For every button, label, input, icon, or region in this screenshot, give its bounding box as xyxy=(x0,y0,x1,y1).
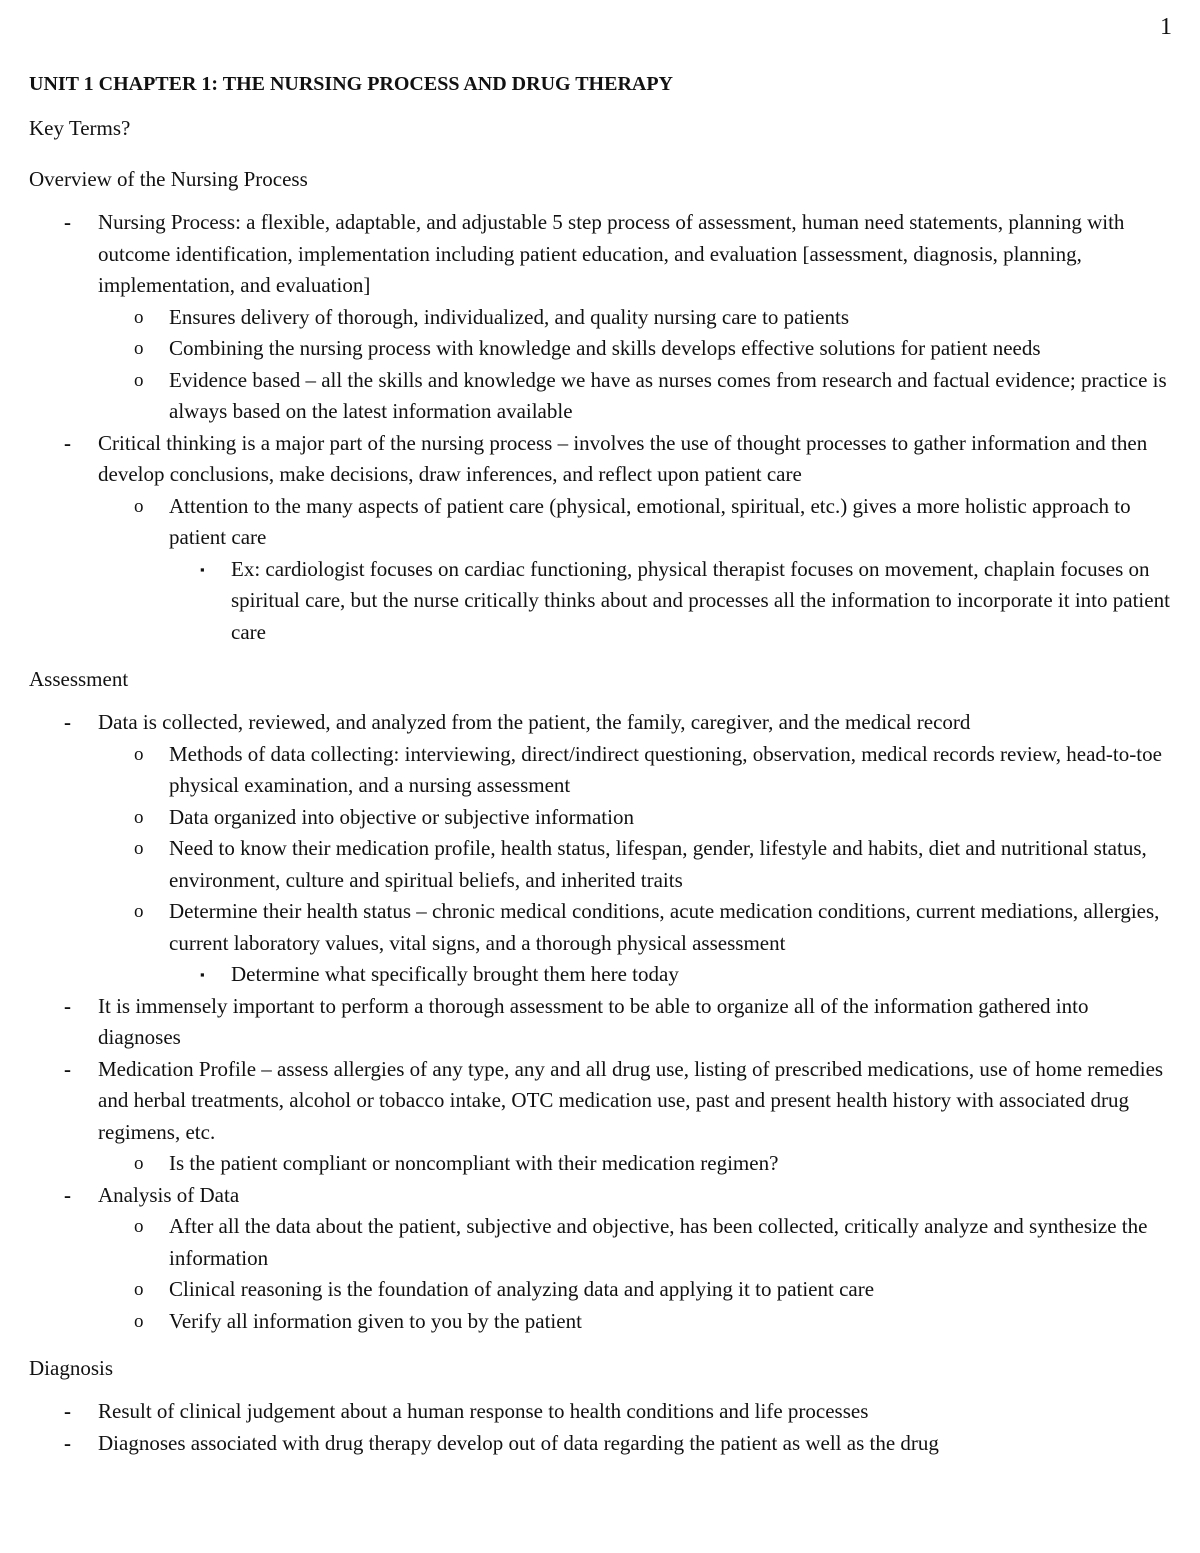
list-item xyxy=(98,1211,1174,1274)
bullet-list-level-2 xyxy=(98,302,1174,428)
list-item-text: Determine their health status – chronic medical conditions, acute medication conditions, current mediations, allergies, current laboratory values, vital signs, and a thorough physical assessment xyxy=(169,899,1160,955)
list-item-text: Need to know their medication profile, health status, lifespan, gender, lifestyle and habits, diet and nutritional status, environment, culture and spiritual beliefs, and inherited traits xyxy=(169,836,1147,892)
circle-bullet-icon: o xyxy=(134,338,144,359)
dash-bullet-icon: - xyxy=(64,430,71,455)
dash-bullet-icon: - xyxy=(64,210,71,234)
key-terms-heading: Key Terms? xyxy=(29,116,131,140)
list-item-text: Attention to the many aspects of patient care (physical, emotional, spiritual, etc.) gives a more holistic approach to patient care xyxy=(169,493,1131,549)
list-item xyxy=(29,1428,1174,1460)
bullet-list-level-3 xyxy=(169,554,1174,649)
dash-bullet-icon: - xyxy=(64,1399,71,1423)
list-item xyxy=(98,333,1174,365)
dash-bullet-icon: - xyxy=(64,1430,71,1455)
list-item xyxy=(98,739,1174,802)
list-item xyxy=(29,1054,1174,1180)
list-item-text: Methods of data collecting: interviewing, direct/indirect questioning, observation, medical records review, head-to-toe physical examination, and a nursing assessment xyxy=(169,741,1162,797)
list-item xyxy=(98,833,1174,896)
list-item xyxy=(29,428,1174,649)
section-heading: Assessment xyxy=(29,667,129,691)
bullet-list-level-2 xyxy=(98,491,1174,649)
document-body xyxy=(29,70,1174,1475)
square-bullet-icon: ▪ xyxy=(200,967,205,982)
dash-bullet-icon: - xyxy=(64,710,71,734)
list-item xyxy=(169,959,1174,991)
list-item-text: Result of clinical judgement about a human response to health conditions and life processes xyxy=(98,1399,869,1423)
list-item-text: Critical thinking is a major part of the nursing process – involves the use of thought processes to gather information and then develop conclusions, make decisions, draw inferences, and reflect upon patient care xyxy=(98,430,1148,486)
bullet-list-level-1 xyxy=(29,707,1174,1337)
list-item xyxy=(29,1396,1174,1428)
list-item-text: Clinical reasoning is the foundation of analyzing data and applying it to patient care xyxy=(169,1277,875,1301)
bullet-list-level-1 xyxy=(29,207,1174,648)
section-heading: Overview of the Nursing Process xyxy=(29,167,308,191)
dash-bullet-icon: - xyxy=(64,1056,71,1081)
list-item-text: Diagnoses associated with drug therapy develop out of data regarding the patient as well as the drug xyxy=(98,1430,939,1455)
list-item-text: Nursing Process: a flexible, adaptable, and adjustable 5 step process of assessment, human need statements, planning with outcome identification, implementation including patient education, and evaluation [assessment, diagnosis, planning, implementation, and evaluation] xyxy=(98,210,1125,297)
circle-bullet-icon: o xyxy=(134,369,144,391)
bullet-list-level-2 xyxy=(98,739,1174,991)
circle-bullet-icon: o xyxy=(134,306,144,328)
list-item xyxy=(29,207,1174,428)
list-item xyxy=(98,802,1174,834)
bullet-list-level-1 xyxy=(29,1396,1174,1459)
list-item-text: Data is collected, reviewed, and analyzed from the patient, the family, caregiver, and the medical record xyxy=(98,710,971,734)
sections-container xyxy=(29,164,1174,1459)
dash-bullet-icon: - xyxy=(64,1182,71,1207)
circle-bullet-icon: o xyxy=(134,495,144,517)
circle-bullet-icon: o xyxy=(134,743,144,765)
list-item xyxy=(98,302,1174,334)
list-item-text: Evidence based – all the skills and knowledge we have as nurses comes from research and factual evidence; practice is always based on the latest information available xyxy=(169,367,1167,423)
list-item-text: Data organized into objective or subjective information xyxy=(169,804,634,829)
list-item xyxy=(29,1180,1174,1338)
circle-bullet-icon: o xyxy=(134,1216,144,1237)
list-item-text: Combining the nursing process with knowledge and skills develops effective solutions for patient needs xyxy=(169,336,1041,360)
circle-bullet-icon: o xyxy=(134,838,144,859)
list-item-text: Verify all information given to you by the patient xyxy=(169,1308,582,1333)
list-item-text: Is the patient compliant or noncompliant with their medication regimen? xyxy=(169,1151,779,1175)
list-item-text: Ex: cardiologist focuses on cardiac functioning, physical therapist focuses on movement, chaplain focuses on spiritual care, but the nurse critically thinks about and processes all the information to incorporate it into patient care xyxy=(231,556,1170,644)
list-item xyxy=(98,896,1174,991)
list-item xyxy=(98,1148,1174,1180)
list-item-text: After all the data about the patient, subjective and objective, has been collected, critically analyze and synthesize the information xyxy=(169,1214,1148,1270)
list-item-text: Medication Profile – assess allergies of any type, any and all drug use, listing of prescribed medications, use of home remedies and herbal treatments, alcohol or tobacco intake, OTC medication use, past and present health history with associated drug regimens, etc. xyxy=(98,1056,1164,1144)
list-item xyxy=(98,491,1174,649)
document-title: UNIT 1 CHAPTER 1: THE NURSING PROCESS AND DRUG THERAPY xyxy=(29,73,673,95)
list-item xyxy=(98,1274,1174,1306)
circle-bullet-icon: o xyxy=(134,806,144,828)
page-number: 1 xyxy=(1160,14,1172,40)
list-item xyxy=(98,1306,1174,1338)
section-heading: Diagnosis xyxy=(29,1356,113,1380)
square-bullet-icon: ▪ xyxy=(200,561,205,577)
bullet-list-level-2 xyxy=(98,1148,1174,1180)
list-item xyxy=(29,707,1174,991)
list-item-text: Analysis of Data xyxy=(98,1182,240,1207)
circle-bullet-icon: o xyxy=(134,1153,144,1174)
list-item xyxy=(98,365,1174,428)
bullet-list-level-3 xyxy=(169,959,1174,991)
circle-bullet-icon: o xyxy=(134,1310,144,1332)
list-item-text: Ensures delivery of thorough, individualized, and quality nursing care to patients xyxy=(169,304,849,329)
list-item-text: Determine what specifically brought them here today xyxy=(231,962,679,986)
bullet-list-level-2 xyxy=(98,1211,1174,1337)
list-item-text: It is immensely important to perform a thorough assessment to be able to organize all of the information gathered into diagnoses xyxy=(98,993,1089,1049)
circle-bullet-icon: o xyxy=(134,1279,144,1300)
list-item xyxy=(169,554,1174,649)
dash-bullet-icon: - xyxy=(64,993,71,1018)
list-item xyxy=(29,991,1174,1054)
circle-bullet-icon: o xyxy=(134,901,144,922)
